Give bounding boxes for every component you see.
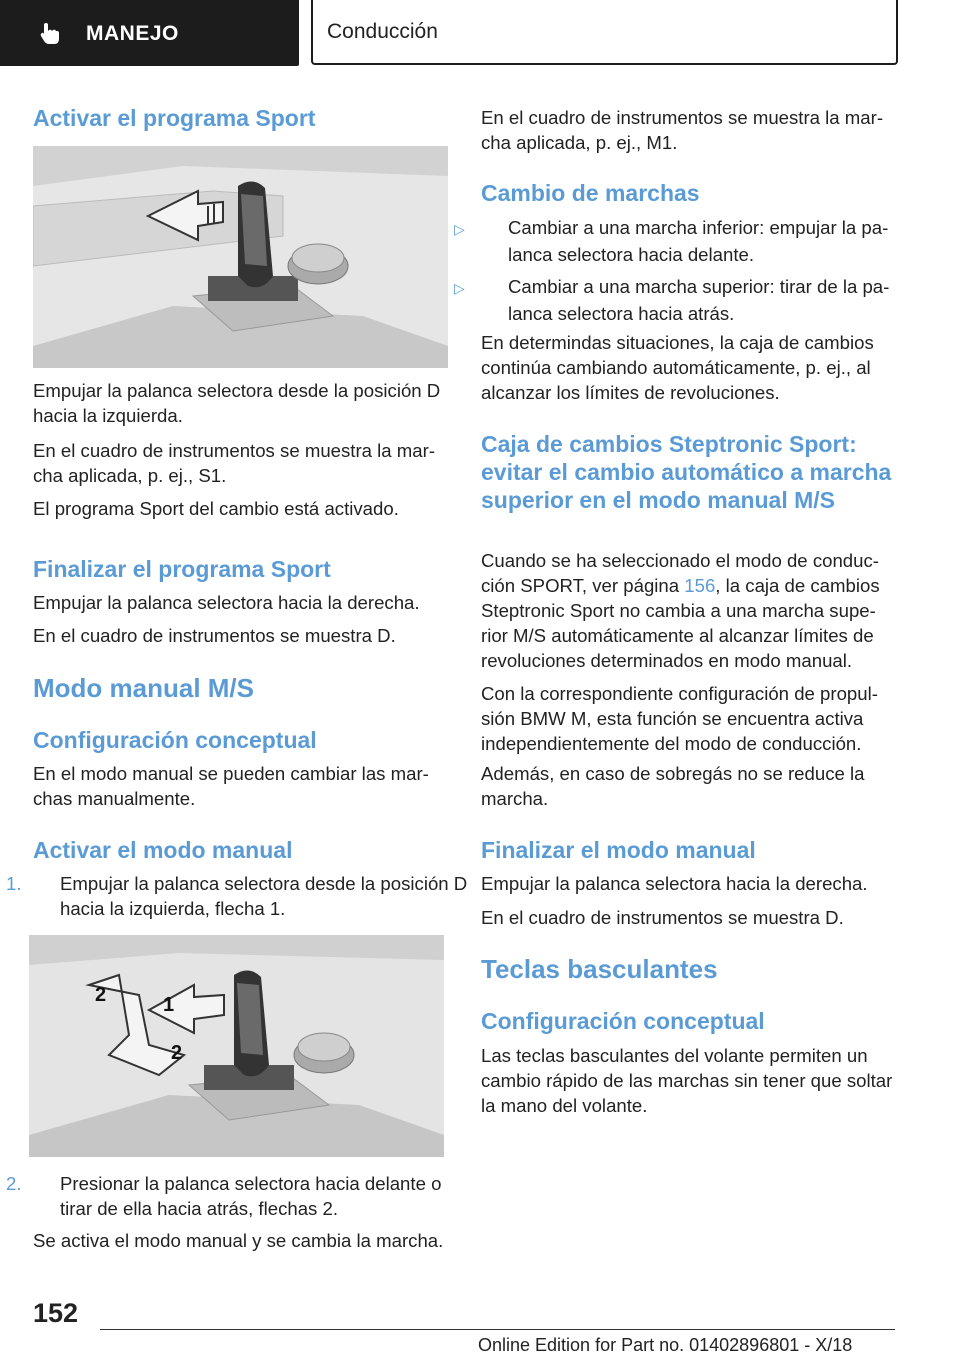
heading-end-sport: Finalizar el programa Sport [33,556,331,582]
heading-activate-sport: Activar el programa Sport [33,105,316,131]
sport-paragraph-1: Empujar la palanca selectora desde la posición D hacia la izquierda. [33,380,441,426]
section-label: Conducción [327,20,438,43]
page-number: 152 [33,1298,79,1328]
manual-result-paragraph: Se activa el modo manual y se cambia la marcha. [33,1230,444,1251]
step-1 [6,871,475,921]
chapter-label: MANEJO [86,22,179,45]
steptronic-paragraph-2: Con la correspondiente configuración de propulsión BMW M, esta función se encuentra activa independientemente del modo de conducción. [481,683,878,754]
bullet-upshift [454,274,923,326]
step-2-number: 2. [6,1173,22,1194]
edition-footer: Online Edition for Part no. 01402896801 - X/18 [478,1335,853,1355]
heading-steptronic: Caja de cambios Steptronic Sport: evitar el cambio automático a marcha superior en el modo manual M/S [481,431,892,513]
end-manual-paragraph-1: Empujar la palanca selectora hacia la derecha. [481,873,868,894]
heading-paddles: Teclas basculantes [481,954,718,984]
gear-selector-manual-illustration [29,935,444,1157]
sport-paragraph-2: En el cuadro de instrumentos se muestra la marcha aplicada, p. ej., S1. [33,440,436,486]
steptronic-paragraph-1 [481,548,896,673]
hand-pointer-icon [38,20,64,46]
arrow-label-1: 1 [163,994,175,1016]
sport-paragraph-3: El programa Sport del cambio está activado. [33,498,399,519]
gear-selector-photo-manual [29,935,444,1157]
step-1-number: 1. [6,873,22,894]
step-1-text: Empujar la palanca selectora desde la posición D hacia la izquierda, flecha 1. [60,873,468,919]
chapter-tab[interactable] [0,0,299,66]
paddles-paragraph: Las teclas basculantes del volante permiten un cambio rápido de las marchas sin tener que soltar la mano del volante. [481,1045,893,1116]
steptronic-text-a: Cuando se ha seleccionado el modo de conducción SPORT, ver página [481,550,879,596]
heading-manual-mode: Modo manual M/S [33,673,254,703]
step-2-text: Presionar la palanca selectora hacia delante o tirar de ella hacia atrás, flechas 2. [60,1173,442,1219]
arrow-label-2-bottom: 2 [171,1042,183,1064]
bullet-downshift-text: Cambiar a una marcha inferior: empujar la palanca selectora hacia delante. [508,217,889,265]
gear-selector-illustration [33,146,448,368]
shift-paragraph: En determindas situaciones, la caja de cambios continúa cambiando automáticamente, p. ej., al alcanzar los límites de revoluciones. [481,332,874,403]
steptronic-paragraph-3: Además, en caso de sobregás no se reduce la marcha. [481,763,865,809]
footer-divider [100,1329,895,1330]
gear-selector-photo-sport [33,146,448,368]
section-header [311,0,898,65]
bullet-upshift-text: Cambiar a una marcha superior: tirar de la palanca selectora hacia atrás. [508,276,890,324]
end-sport-paragraph-2: En el cuadro de instrumentos se muestra D. [33,625,396,646]
heading-activate-manual: Activar el modo manual [33,837,293,863]
heading-concept-paddles: Configuración conceptual [481,1008,765,1034]
bullet-downshift [454,215,923,267]
heading-concept: Configuración conceptual [33,727,317,753]
end-manual-paragraph-2: En el cuadro de instrumentos se muestra D. [481,907,844,928]
concept-paragraph: En el modo manual se pueden cambiar las marchas manualmente. [33,763,429,809]
gear-display-paragraph: En el cuadro de instrumentos se muestra la marcha aplicada, p. ej., M1. [481,107,884,153]
end-sport-paragraph-1: Empujar la palanca selectora hacia la derecha. [33,592,420,613]
step-2 [6,1171,475,1221]
heading-gear-change: Cambio de marchas [481,180,700,206]
triangle-bullet-icon: ▷ [454,221,465,237]
heading-end-manual: Finalizar el modo manual [481,837,756,863]
triangle-bullet-icon: ▷ [454,280,465,296]
page-link[interactable]: 156 [684,575,716,596]
arrow-label-2-top: 2 [95,984,107,1006]
steptronic-text-b: , la caja de cambios Steptronic Sport no cambia a una marcha superior M/S automáticamente al alcanzar límites de revoluciones determinados en modo manual. [481,575,880,671]
